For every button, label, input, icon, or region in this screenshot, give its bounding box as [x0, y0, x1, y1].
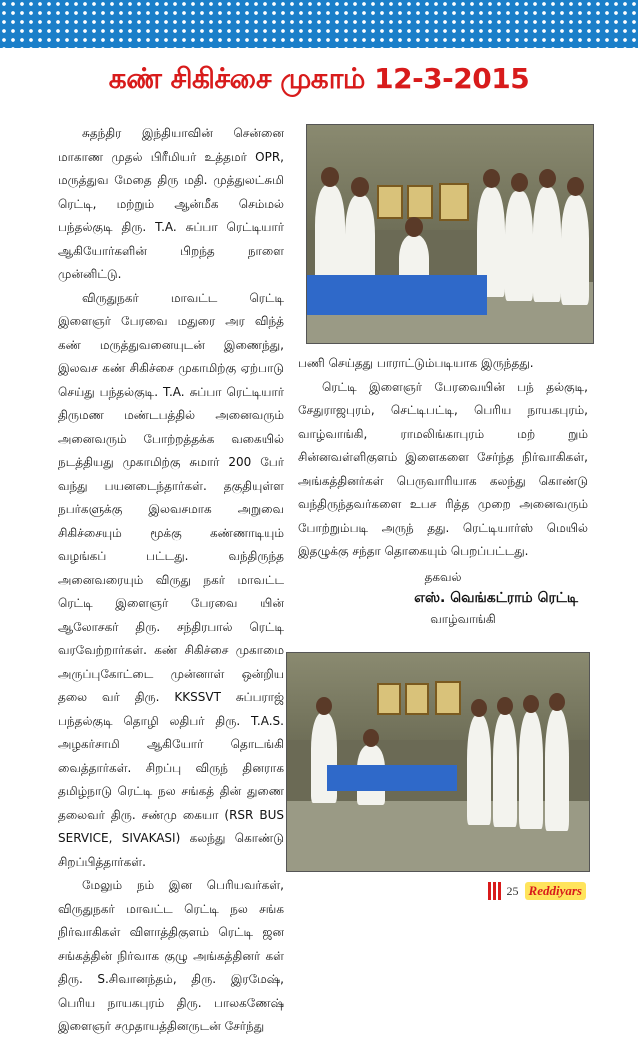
- page-footer: [488, 879, 586, 903]
- dotted-top-border: [0, 0, 638, 48]
- left-column: [58, 122, 284, 1039]
- credit-place: வாழ்வாங்கி: [430, 611, 496, 626]
- paragraph-intro: சுதந்திர இந்தியாவின் சென்னை மாகாண முதல் பிரீமியர் உத்தமர் OPR, மருத்துவ மேதை திரு மதி. முத்துலட்சுமி ரெட்டி, மற்றும் ஆன்மீக செம்மல் பந்தல்குடி திரு. T.A. சுப்பா ரெட்டியார் ஆகியோர்களின் பிறந்த நாளை முன்னிட்டு.: [58, 126, 284, 281]
- right-column: [298, 352, 588, 628]
- footer-bars-decoration: [488, 882, 501, 900]
- paragraph-participants: ரெட்டி இளைஞர் பேரவையின் பந் தல்குடி, சேதுராஜபுரம், செட்டிபட்டி, பெரிய நாயகபுரம், வாழ்வாங்கி, ராமலிங்காபுரம் மற் றும் சின்னவள்ளிகுளம் இளைகளை சேர்ந்த நிர்வாகிகள், அங்கத்தினர்கள் பெருவாரியாக கலந்து கொண்டு வந்திருந்தவர்களை உபச ரித்த முறை அனைவரும் போற்றும்படி அருந் தது. ரெட்டியார்ஸ் மெயில் இதழுக்கு சந்தா தொகையும் பெறப்பட்டது.: [298, 379, 588, 558]
- page-number: 25: [506, 883, 519, 898]
- paragraph-elders: மேலும் நம் இன பெரியவர்கள், விருதுநகர் மாவட்ட ரெட்டி நல சங்க நிர்வாகிகள் விளாத்திகுளம் ரெட்டி ஜன சங்கத்தின் நிர்வாக குழு அங்கத்தினர் கள் திரு. S.சிவானந்தம், திரு. இரமேஷ், பெரிய நாயகபுரம் திரு. பாலகணேஷ் இளைஞர் சமுதாயத்தினருடன் சேர்ந்து: [58, 878, 284, 1033]
- credit-label: தகவல்: [424, 569, 462, 584]
- camp-photo-doctor: [306, 124, 594, 344]
- paragraph-camp: விருதுநகர் மாவட்ட ரெட்டி இளைஞர் பேரவை மதுரை அர விந்த் கண் மருத்துவனையுடன் இணைந்து, இலவச கண் சிகிச்சை முகாமிற்கு ஏற்பாடு செய்து பந்தல்குடி. T.A. சுப்பா ரெட்டியார் திருமண மண்டபத்தில் அனைவரும் அனைவரும் போற்றத்தக்க வகையில் நடத்தியது முகாமிற்கு சுமார் 200 பேர் வந்து பயனடைந்தார்கள். தகுதியுள்ள நபர்களுக்கு இலவசமாக அறுவை சிகிச்சையும் மூக்கு கண்ணாடியும் வழங்கப் பட்டது. வந்திருந்த அனைவரையும் விருது நகர் மாவட்ட ரெட்டி இளைஞர் பேரவை யின் ஆலோசகர் திரு. சந்திரபால் ரெட்டி வரவேற்றார்கள். கண் சிகிச்சை முகாமை அருப்புகோட்டை முன்னாள் ஒன்றிய தலை வர் திரு. KKSSVT சுப்பராஜ் பந்தல்குடி தொழி லதிபர் திரு. T.A.S. அழகர்சாமி ஆகியோர் தொடங்கி வைத்தார்கள். சிறப்பு விருந் தினராக தமிழ்நாடு ரெட்டி நல சங்கத் தின் துணை தலைவர் திரு. சண்மு கையா (RSR BUS SERVICE, SIVAKASI) கலந்து கொண்டு சிறப்பித்தார்கள்.: [58, 290, 284, 869]
- page-title: கண் சிகிச்சை முகாம் 12-3-2015: [108, 62, 530, 95]
- magazine-logo: Reddiyars: [525, 882, 586, 900]
- camp-photo-group: [286, 652, 590, 872]
- credit-name: எஸ். வெங்கட்ராம் ரெட்டி: [414, 589, 578, 606]
- paragraph-appreciation: பணி செய்தது பாராட்டும்படியாக இருந்தது.: [298, 356, 534, 370]
